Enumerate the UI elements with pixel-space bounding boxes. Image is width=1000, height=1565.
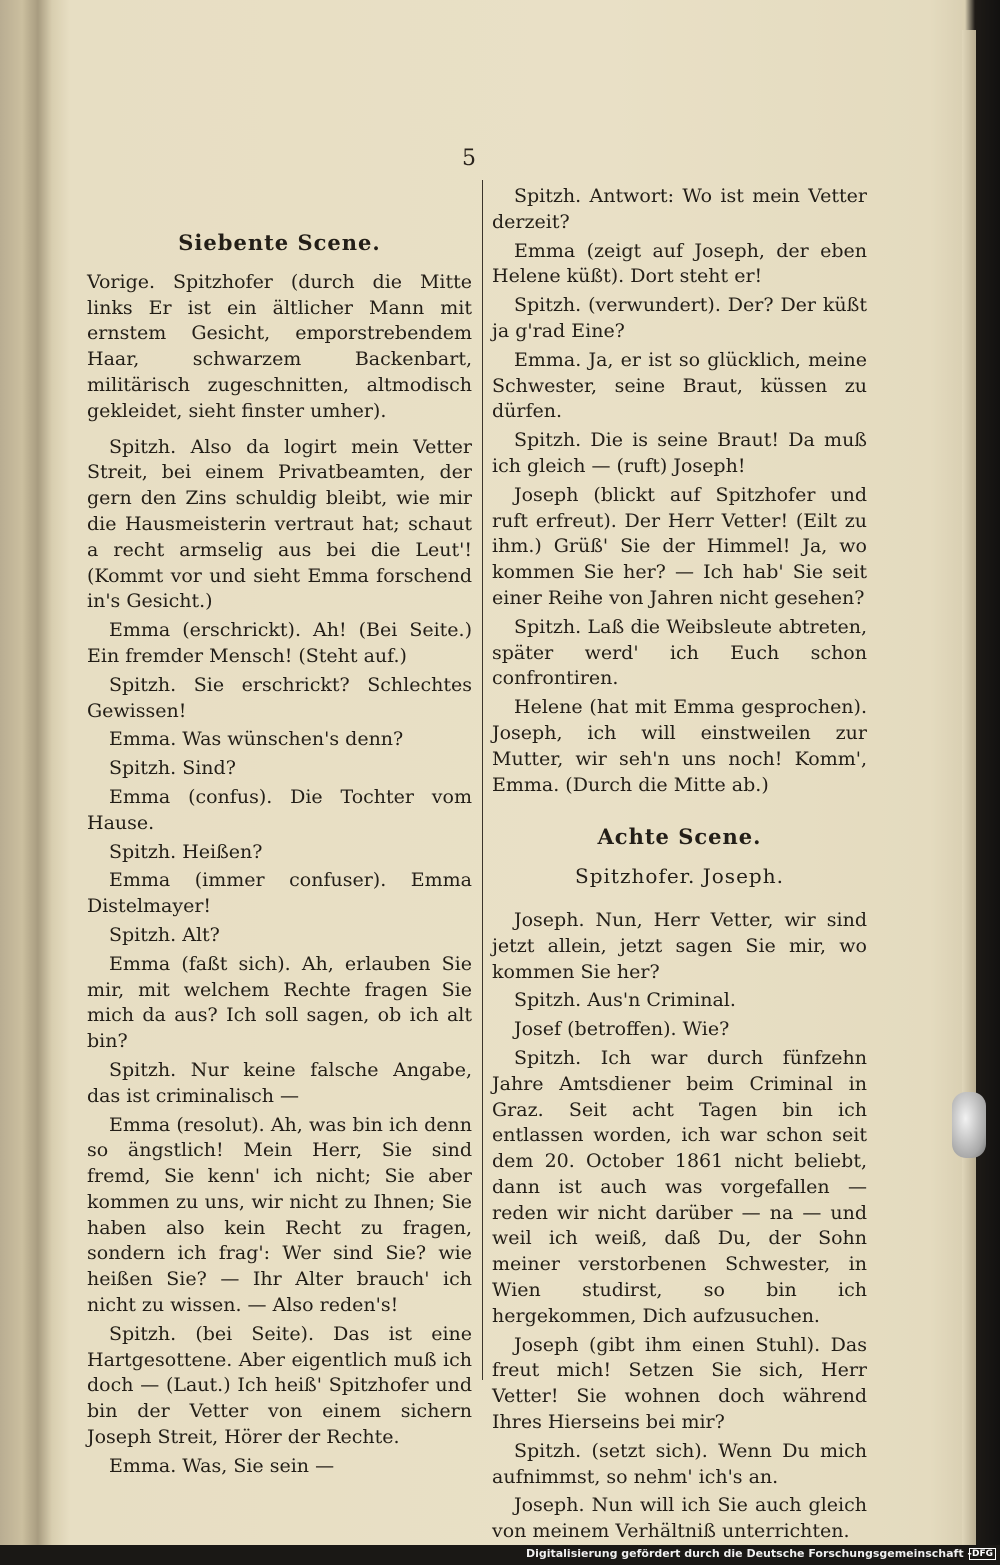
dialogue-paragraph: Spitzh. (setzt sich). Wenn Du mich aufnimmst, so nehm' ich's an. [492,1439,867,1488]
dialogue-paragraph: Spitzh. (bei Seite). Das ist eine Hartgesottene. Aber eigentlich muß ich doch — (Laut.) Ich heiß' Spitzhofer und bin der Vetter von einem sichern Joseph Streit, Hörer der Rechte. [87,1322,472,1449]
column-rule [482,180,483,1380]
dialogue-paragraph: Spitzh. Antwort: Wo ist mein Vetter derzeit? [492,185,867,233]
scene-cast: Spitzhofer. Joseph. [575,864,784,889]
dialogue-paragraph: Spitzh. Die is seine Braut! Da muß ich gleich — (ruft) Joseph! [492,429,867,477]
dialogue-paragraph: Emma. Was wünschen's denn? [109,728,404,751]
dialogue-paragraph: Joseph. Nun, Herr Vetter, wir sind jetzt allein, jetzt sagen Sie mir, wo kommen Sie her? [492,908,867,983]
dialogue-paragraph: Spitzh. Nur keine falsche Angabe, das ist criminalisch — [87,1058,472,1107]
page-edge [962,30,976,1550]
dialogue-paragraph: Emma (resolut). Ah, was bin ich denn so ängstlich! Mein Herr, Sie sind fremd, Sie kenn' ich nicht; Sie aber kommen zu uns, wir nicht zu Ihnen; Sie haben also kein Recht zu fragen, sondern ich frag': Wer sind Sie? wie heißen Sie? — Ihr Alter brauch' ich nicht zu wissen. — Also reden's! [87,1113,472,1317]
dialogue-paragraph: Spitzh. Ich war durch fünfzehn Jahre Amtsdiener beim Criminal in Graz. Seit acht Tagen bin ich entlassen worden, ich war schon seit dem 20. October 1861 nicht beliebt, dann ist auch was vorgefallen — reden wir nicht darüber — na — und weil ich weiß, daß Du, der Sohn meiner verstorbenen Schwester, in Wien studirst, so bin ich hergekommen, Dich aufzusuchen. [492,1046,867,1327]
dialogue-paragraph: Spitzh. Aus'n Criminal. [514,989,736,1012]
right-column [492,184,867,1548]
dialogue-paragraph: Spitzh. Also da logirt mein Vetter Streit, bei einem Privatbeamten, der gern den Zins schuldig bleibt, wie mir die Hausmeisterin vertraut hat; schaut a recht armselig aus bei die Leut'! (Kommt vor und sieht Emma forschend in's Gesicht.) [87,435,472,613]
dialogue-paragraph: Emma. Ja, er ist so glücklich, meine Schwester, seine Braut, küssen zu dürfen. [492,348,867,423]
dialogue-paragraph: Spitzh. Sind? [109,757,236,780]
dialogue-paragraph: Emma (faßt sich). Ah, erlauben Sie mir, mit welchem Rechte fragen Sie mich da aus? Ich soll sagen, ob ich alt bin? [87,952,472,1053]
dialogue-paragraph: Emma (erschrickt). Ah! (Bei Seite.) Ein fremder Mensch! (Steht auf.) [87,619,472,667]
dialogue-paragraph: Emma (immer confuser). Emma Distelmayer! [87,869,472,918]
page-number: 5 [462,146,476,171]
dialogue-paragraph: Emma (confus). Die Tochter vom Hause. [87,785,472,834]
dialogue-paragraph: Helene (hat mit Emma gesprochen). Joseph, ich will einstweilen zur Mutter, wir seh'n uns noch! Komm', Emma. (Durch die Mitte ab.) [492,696,867,796]
dialogue-paragraph: Spitzh. (verwundert). Der? Der küßt ja g'rad Eine? [492,294,867,342]
funding-credit: Digitalisierung gefördert durch die Deutsche Forschungsgemeinschaft - [525,1547,972,1560]
dialogue-paragraph: Joseph (blickt auf Spitzhofer und ruft erfreut). Der Herr Vetter! (Eilt zu ihm.) Grüß' Sie der Himmel! Ja, wo kommen Sie her? — Ich hab' Sie seit einer Reihe von Jahren nicht gesehen? [492,483,867,609]
scene-heading: Siebente Scene. [178,230,381,255]
dialogue-paragraph: Spitzh. Alt? [109,923,220,946]
dialogue-paragraph: Spitzh. Sie erschrickt? Schlechtes Gewissen! [87,673,472,722]
dialogue-paragraph: Spitzh. Heißen? [109,840,263,863]
scene-heading: Achte Scene. [597,824,762,850]
stage-direction: Vorige. Spitzhofer (durch die Mitte links Er ist ein ältlicher Mann mit ernstem Gesicht, emporstrebendem Haar, schwarzem Backenbart, militärisch zugeschnitten, altmodisch gekleidet, sieht finster umher). [87,270,472,422]
dialogue-paragraph: Joseph (gibt ihm einen Stuhl). Das freut mich! Setzen Sie sich, Herr Vetter! Sie wohnen doch während Ihres Hierseins bei mir? [492,1333,867,1434]
dialogue-paragraph: Emma. Was, Sie sein — [109,1454,335,1477]
dialogue-paragraph: Emma (zeigt auf Joseph, der eben Helene küßt). Dort steht er! [492,239,867,288]
dialogue-paragraph: Josef (betroffen). Wie? [514,1018,730,1041]
dfg-logo: DFG [969,1548,996,1560]
page-clip [952,1092,986,1158]
dialogue-paragraph: Spitzh. Laß die Weibsleute abtreten, später werd' ich Euch schon confrontiren. [492,615,867,690]
dialogue-paragraph: Joseph. Nun will ich Sie auch gleich von meinem Verhältniß unterrichten. [492,1494,867,1543]
left-column [87,228,472,1483]
